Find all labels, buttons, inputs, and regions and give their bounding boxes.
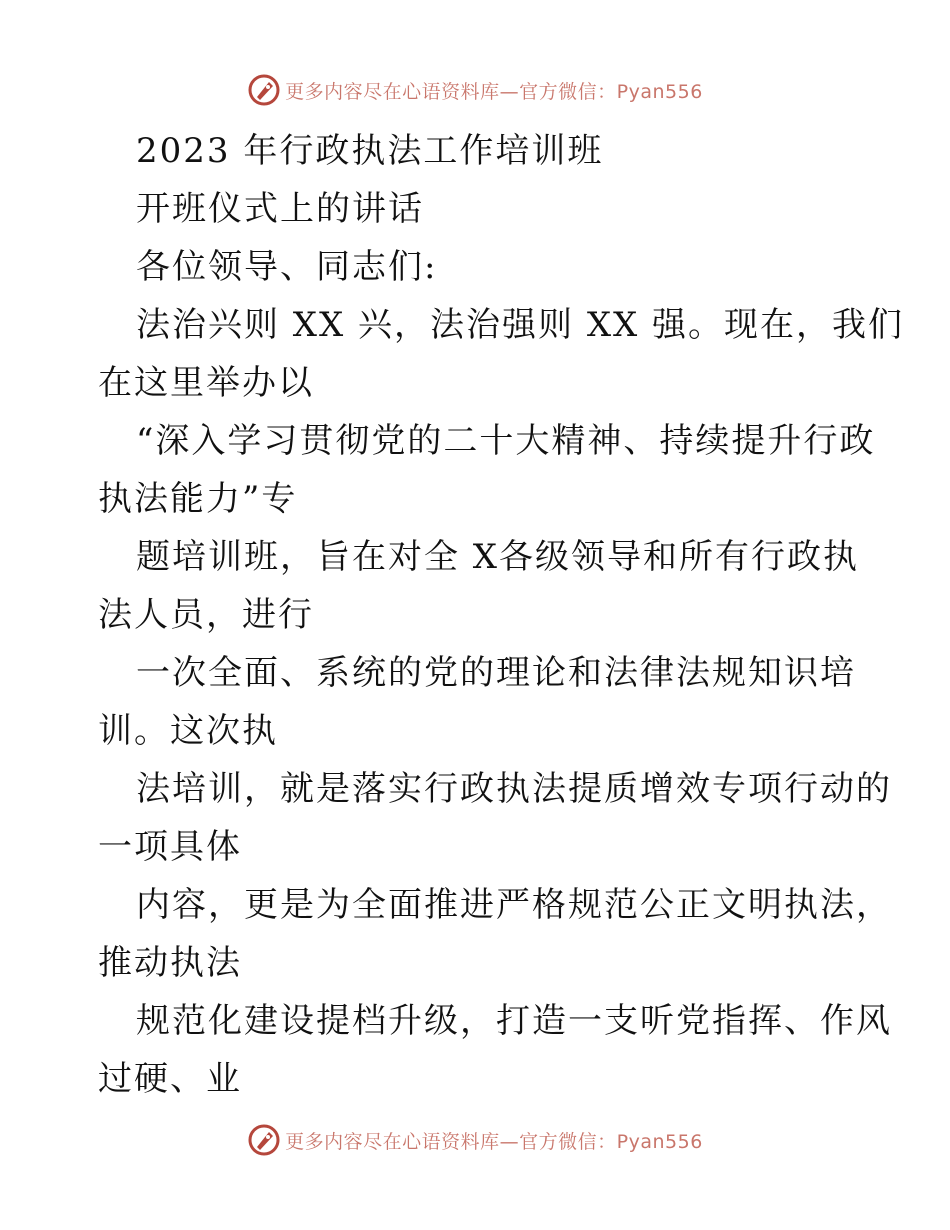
paragraph-line: 训。这次执	[98, 711, 278, 751]
document-body	[98, 122, 905, 1108]
paragraph-line: 一项具体	[98, 827, 242, 867]
paragraph-line: 法培训，就是落实行政执法提质增效专项行动的	[136, 769, 892, 809]
paragraph-line: 一次全面、系统的党的理论和法律法规知识培	[136, 653, 856, 693]
paragraph-line: 题培训班，旨在对全 X各级领导和所有行政执	[136, 537, 860, 577]
pen-nib-logo-icon	[247, 73, 281, 107]
doc-title-line-1: 2023 年行政执法工作培训班	[136, 131, 604, 171]
paragraph-line: “深入学习贯彻党的二十大精神、持续提升行政	[136, 421, 876, 461]
footer-banner-text: 更多内容尽在心语资料库—官方微信：Pyan556	[285, 1130, 703, 1153]
doc-title-line-2: 开班仪式上的讲话	[136, 189, 424, 229]
paragraph-line: 在这里举办以	[98, 363, 314, 403]
paragraph-line: 法治兴则 XX 兴，法治强则 XX 强。现在，我们	[136, 305, 905, 345]
paragraph-line: 规范化建设提档升级，打造一支听党指挥、作风	[136, 1001, 892, 1041]
paragraph-line: 法人员，进行	[98, 595, 314, 635]
paragraph-line: 内容，更是为全面推进严格规范公正文明执法，	[136, 885, 892, 925]
pen-nib-logo-icon	[247, 1123, 281, 1157]
paragraph-line: 过硬、业	[98, 1059, 242, 1099]
paragraph-line: 执法能力”专	[98, 479, 298, 519]
header-banner-text: 更多内容尽在心语资料库—官方微信：Pyan556	[285, 80, 703, 103]
salutation: 各位领导、同志们:	[136, 247, 438, 287]
header-banner	[0, 70, 950, 110]
footer-banner	[0, 1120, 950, 1160]
paragraph-line: 推动执法	[98, 943, 242, 983]
